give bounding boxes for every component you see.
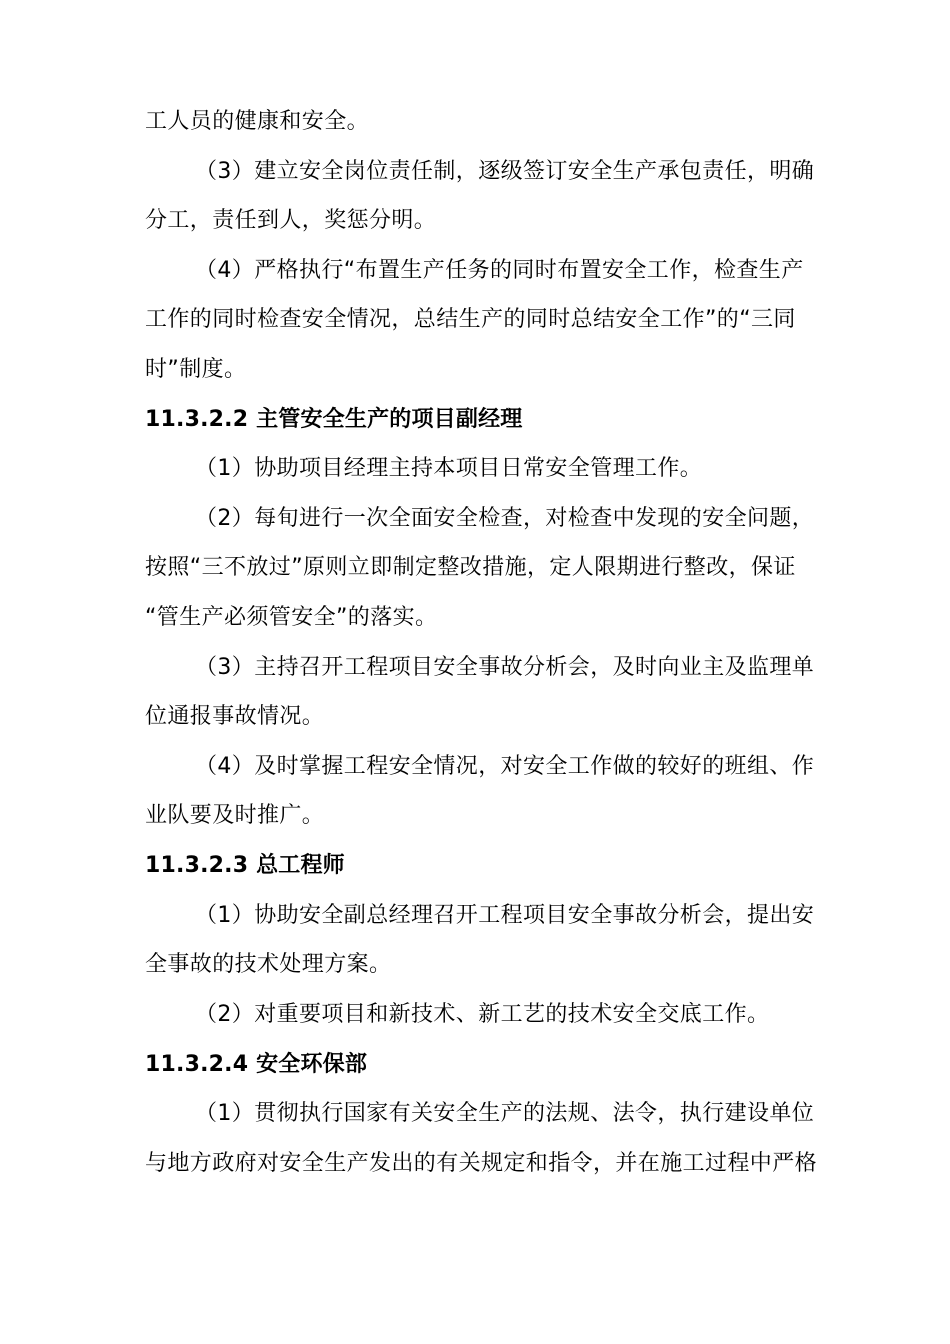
- paragraph-line: 全事故的技术处理方案。: [145, 952, 392, 977]
- paragraph-line: 工作的同时检查安全情况，总结生产的同时总结安全工作”的“三同: [145, 307, 796, 332]
- paragraph-line: （2）每旬进行一次全面安全检查，对检查中发现的安全问题，: [195, 506, 815, 531]
- paragraph-line: “管生产必须管安全”的落实。: [145, 605, 438, 630]
- paragraph-line: 工人员的健康和安全。: [145, 109, 370, 134]
- paragraph-line: （1）贯彻执行国家有关安全生产的法规、法令，执行建设单位: [195, 1101, 815, 1126]
- paragraph-line: 按照“三不放过”原则立即制定整改措施，定人限期进行整改，保证: [145, 555, 796, 580]
- paragraph-line: （1）协助安全副总经理召开工程项目安全事故分析会，提出安: [195, 903, 815, 928]
- paragraph-line: 分工，责任到人，奖惩分明。: [145, 208, 437, 233]
- paragraph-line: 位通报事故情况。: [145, 704, 325, 729]
- paragraph-line: （4）及时掌握工程安全情况，对安全工作做的较好的班组、作: [195, 754, 815, 779]
- paragraph-line: 与地方政府对安全生产发出的有关规定和指令，并在施工过程中严格: [145, 1151, 818, 1176]
- paragraph-line: 时”制度。: [145, 357, 247, 382]
- paragraph-line: （3）主持召开工程项目安全事故分析会，及时向业主及监理单: [195, 655, 815, 680]
- section-heading: 11.3.2.4 安全环保部: [145, 1052, 368, 1077]
- paragraph-line: （2）对重要项目和新技术、新工艺的技术安全交底工作。: [195, 1002, 770, 1027]
- paragraph-line: （3）建立安全岗位责任制，逐级签订安全生产承包责任，明确: [195, 159, 815, 184]
- paragraph-line: 业队要及时推广。: [145, 803, 325, 828]
- section-heading: 11.3.2.3 总工程师: [145, 853, 345, 878]
- paragraph-line: （4）严格执行“布置生产任务的同时布置安全工作，检查生产: [195, 258, 804, 283]
- section-heading: 11.3.2.2 主管安全生产的项目副经理: [145, 407, 523, 432]
- paragraph-line: （1）协助项目经理主持本项目日常安全管理工作。: [195, 456, 703, 481]
